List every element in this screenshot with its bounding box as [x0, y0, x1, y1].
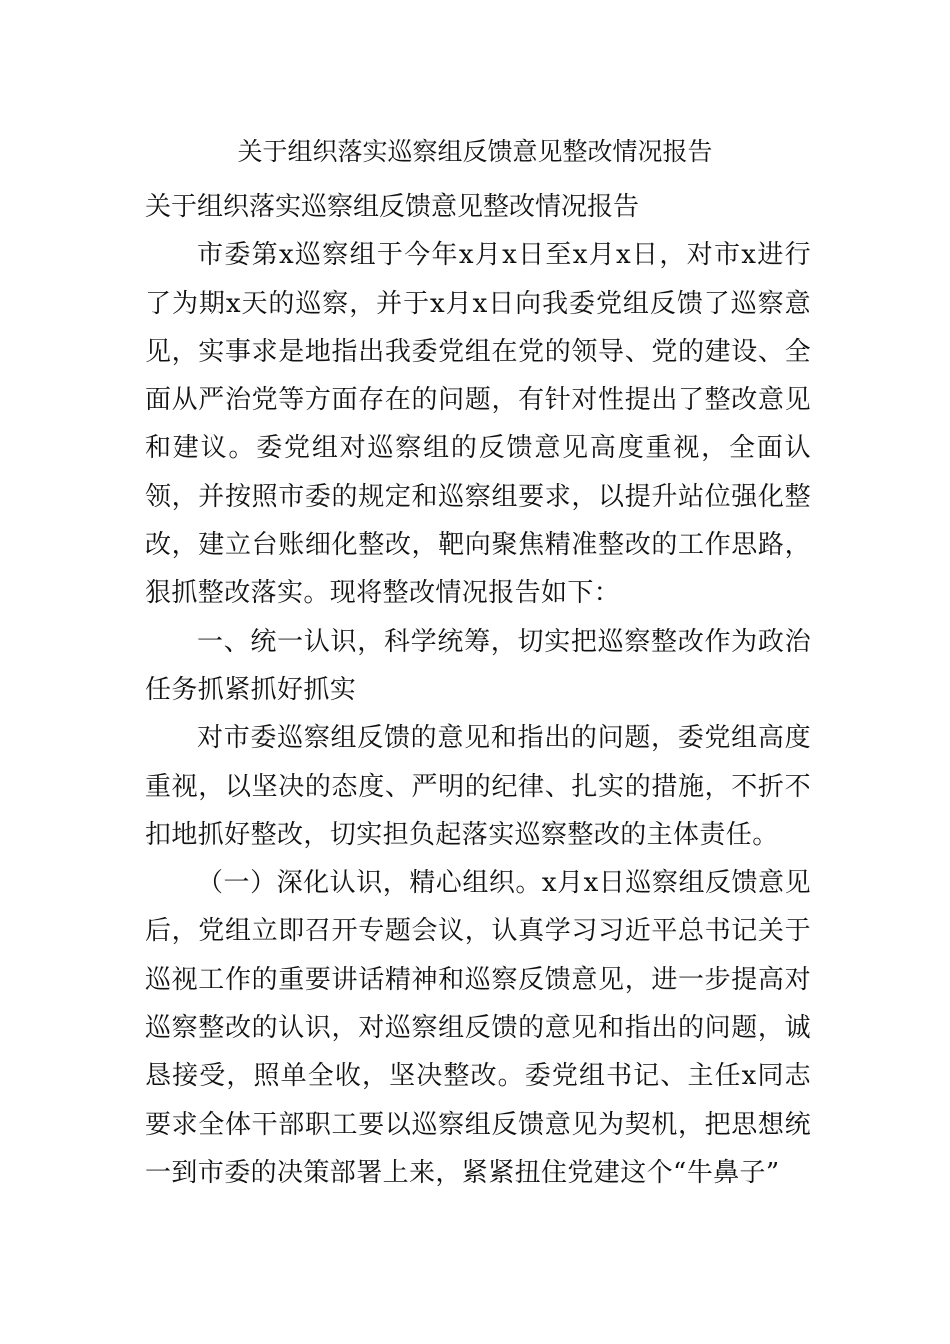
paragraph-subsection-1: （一）深化认识，精心组织。x月x日巡察组反馈意见后，党组立即召开专题会议，认真学习习近平总书记关于巡视工作的重要讲话精神和巡察反馈意见，进一步提高对巡察整改的认识，对巡察组反馈的意见和指出的问题，诚恳接受，照单全收，坚决整改。委党组书记、主任x同志要求全体干部职工要以巡察组反馈意见为契机，把思想统一到市委的决策部署上来，紧紧扭住党建这个“牛鼻子” — [145, 868, 811, 1188]
document-title: 关于组织落实巡察组反馈意见整改情况报告 — [237, 137, 713, 166]
document-body — [145, 183, 811, 1197]
report-subtitle: 关于组织落实巡察组反馈意见整改情况报告 — [145, 192, 640, 222]
paragraph-section-1: 对市委巡察组反馈的意见和指出的问题，委党组高度重视，以坚决的态度、严明的纪律、扎实的措施，不折不扣地抓好整改，切实担负起落实巡察整改的主体责任。 — [145, 723, 811, 850]
paragraph-intro: 市委第x巡察组于今年x月x日至x月x日，对市x进行了为期x天的巡察，并于x月x日向我委党组反馈了巡察意见，实事求是地指出我委党组在党的领导、党的建设、全面从严治党等方面存在的问题，有针对性提出了整改意见和建议。委党组对巡察组的反馈意见高度重视，全面认领，并按照市委的规定和巡察组要求，以提升站位强化整改，建立台账细化整改，靶向聚焦精准整改的工作思路，狠抓整改落实。现将整改情况报告如下： — [145, 240, 811, 609]
section-heading-1: 一、统一认识，科学统筹，切实把巡察整改作为政治任务抓紧抓好抓实 — [145, 626, 811, 705]
